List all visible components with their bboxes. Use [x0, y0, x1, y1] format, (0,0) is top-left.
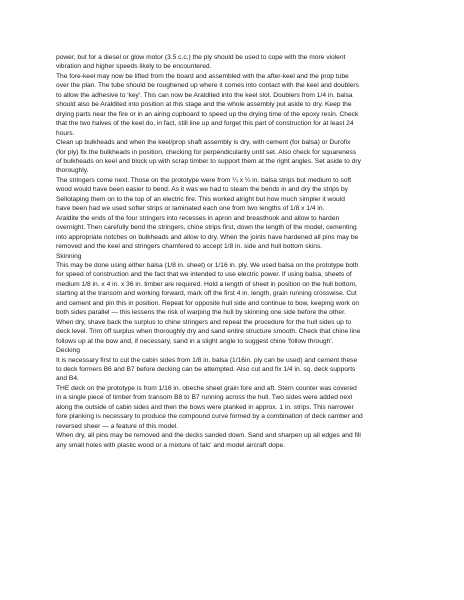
text-line: of bulkheads on keel and block up with scrap timber to support them at the right angles. Set aside to dry [56, 157, 361, 165]
text-line: to allow the adhesive to 'key'. This can now be Araldited into the keel slot. Doublers from 1/4 in. balsa [56, 91, 353, 99]
text-line: have been had we used softer strips or laminated each one from two lengths of 1/8 x 1/4 in. [56, 205, 325, 213]
text-line: drying parts near the fire or in an airing cupboard to speed up the drying time of the epoxy resin. Check [56, 110, 359, 118]
text-line: This may be done using either balsa (1/8 in. sheet) or 1/16 in. ply. We used balsa on the prototype both [56, 261, 359, 269]
text-line: any small holes with plastic wood or a mixture of talc' and model aircraft dope. [56, 441, 286, 449]
text-line: follows up at the bow and, if necessary, sand in a slight angle to suggest chine 'follow through'. [56, 337, 334, 345]
text-line: and cement and pin this in position. Repeat for opposite hull side and continue to bow, keeping work on [56, 299, 360, 307]
body-text [56, 53, 408, 450]
text-line: When dry, shave back the surplus to chine stringers and repeat the procedure for the hull sides up to [56, 318, 352, 326]
text-line: deck level. Trim off surplus when thoroughly dry and sand entire structure smooth. Check that chine line [56, 328, 361, 336]
text-line: Skinning [56, 252, 82, 260]
text-line: both sides parallel — this lessens the risk of warping the hull by skinning one side before the other. [56, 309, 346, 317]
text-line: into appropriate notches on bulkheads and allow to dry. When the joints have hardened all pins may be [56, 233, 359, 241]
text-line: over the plan. The tube should be roughened up where it comes into contact with the keel and doublers [56, 82, 359, 90]
text-line: power, but for a diesel or glow motor (3.5 c.c.) the ply should be used to cope with the more violent [56, 54, 346, 61]
text-line: that the two halves of the keel do, in fact, still line up and forget this part of construction for at least 24 [56, 120, 354, 128]
text-line: Decking [56, 347, 80, 355]
text-line: in a single piece of timber from transom B8 to B7 running across the hull. Two sides were added next [56, 394, 353, 402]
text-line: reversed sheer — a feature of this model. [56, 422, 179, 430]
text-line: medium 1/8 in. x 4 in. x 36 in. timber are required. Hold a length of sheet in position on the hull bottom, [56, 280, 357, 288]
text-line: should also be Araldited into position at this stage and the whole assembly put aside to dry. Keep the [56, 101, 352, 109]
text-line: Araldite the ends of the four stringers into recesses in apron and breasthook and allow to harden [56, 214, 340, 222]
text-line: removed and the keel and stringers chamfered to accept 1/8 in. side and hull bottom skins. [56, 243, 323, 251]
text-line: THE deck on the prototype is from 1/16 in. obeche sheet grain fore and aft. Stern counter was covered [56, 384, 357, 392]
text-line: and B4. [56, 375, 79, 383]
text-line: wood would have been easier to bend. As it was we had to steam the bends in and dry the strips by [56, 186, 348, 194]
text-line: vibration and higher speeds likely to be encountered. [56, 63, 212, 71]
text-line: The stringers come next. Those on the prototype were from ¼ x ¼ in. balsa strips but medium to soft [56, 176, 352, 184]
text-line: fore planking is necessary to produce the compound curve formed by a combination of deck camber and [56, 413, 363, 421]
text-line: Sellotaping them on to the top of an electric fire. This worked alright but how much simpler it would [56, 195, 345, 203]
text-line: (for ply) fix the bulkheads in position, checking for perpendicularity until set. Also check for squareness [56, 148, 357, 156]
text-line: starting at the transom and working forward, mark off the first 4 in. length, grain running crosswise. Cut [56, 290, 357, 298]
text-line: thoroughly. [56, 167, 89, 175]
text-line: It is necessary first to cut the cabin sides from 1/8 in. balsa (1/16in. ply can be used) and cement these [56, 356, 358, 364]
text-line: The fore-keel may now be lifted from the board and assembled with the after-keel and the prop tube [56, 72, 349, 80]
text-line: Clean up bulkheads and when the keel/prop shaft assembly is dry, with cement (for balsa) or Durofix [56, 139, 351, 147]
text-line: hours. [56, 129, 75, 137]
text-line: along the outside of cabin sides and then the bows were planked in approx. 1 in. strips. This narrower [56, 403, 354, 411]
text-line: for speed of construction and the fact that we intended to use electric power. If using balsa, sheets of [56, 271, 352, 279]
text-line: When dry, all pins may be removed and the decks sanded down. Sand and sharpen up all edges and fill [56, 432, 361, 440]
text-line: overnight. Then carefully bend the stringers, chine strips first, down the length of the model, cementing [56, 224, 357, 232]
text-line: to deck formers B6 and B7 before decking can be attempted. Also cut and fix 1/4 in. sq. deck supports [56, 365, 356, 373]
